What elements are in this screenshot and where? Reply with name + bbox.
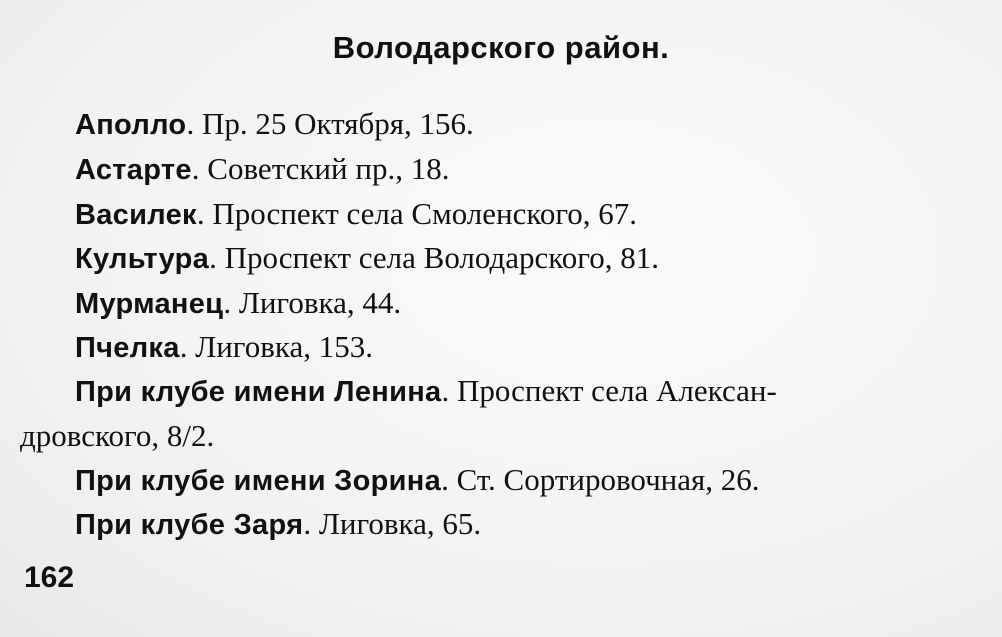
bleed-through-text [650, 120, 657, 151]
cinema-address: Проспект села Смоленского, 67. [212, 196, 638, 231]
cinema-name: При клубе имени Ленина [75, 376, 442, 408]
page-number: 162 [24, 561, 75, 594]
cinema-address: Лиговка, 153. [195, 329, 373, 364]
separator: . [196, 196, 213, 231]
cinema-address: Лиговка, 65. [318, 506, 482, 541]
list-item [75, 106, 474, 142]
cinema-address: Пр. 25 Октября, 156. [201, 106, 474, 141]
cinema-name: При клубе Заря [75, 509, 304, 541]
separator: . [441, 462, 457, 497]
address-continuation: дровского, 8/2. [20, 418, 215, 453]
separator: . [191, 151, 208, 186]
separator: . [303, 506, 319, 541]
cinema-name: Пчелка [75, 332, 180, 364]
list-item [75, 196, 637, 232]
separator: . [209, 240, 225, 275]
separator: . [441, 373, 457, 408]
cinema-name: Культура [75, 243, 210, 275]
separator: . [186, 106, 202, 141]
list-item [75, 151, 449, 187]
list-item [75, 462, 760, 498]
cinema-address: Лиговка, 44. [238, 285, 402, 320]
cinema-name: Василек [75, 199, 197, 231]
cinema-address: Советский пр., 18. [207, 151, 450, 186]
separator: . [223, 285, 239, 320]
section-heading: Володарского район. [332, 30, 670, 65]
cinema-name: Аполло [75, 109, 187, 141]
cinema-name: Астарте [75, 154, 192, 186]
list-item [75, 506, 481, 542]
cinema-address: Проспект села Алексан- [456, 373, 777, 408]
list-item [75, 240, 659, 276]
cinema-name: При клубе имени Зорина [75, 465, 442, 497]
cinema-address: Проспект села Володарского, 81. [224, 240, 659, 275]
separator: . [179, 329, 196, 364]
cinema-address: Ст. Сортировочная, 26. [456, 462, 760, 497]
list-item [75, 329, 373, 365]
list-item [75, 373, 777, 409]
list-item [75, 285, 401, 321]
cinema-name: Мурманец [75, 288, 224, 320]
